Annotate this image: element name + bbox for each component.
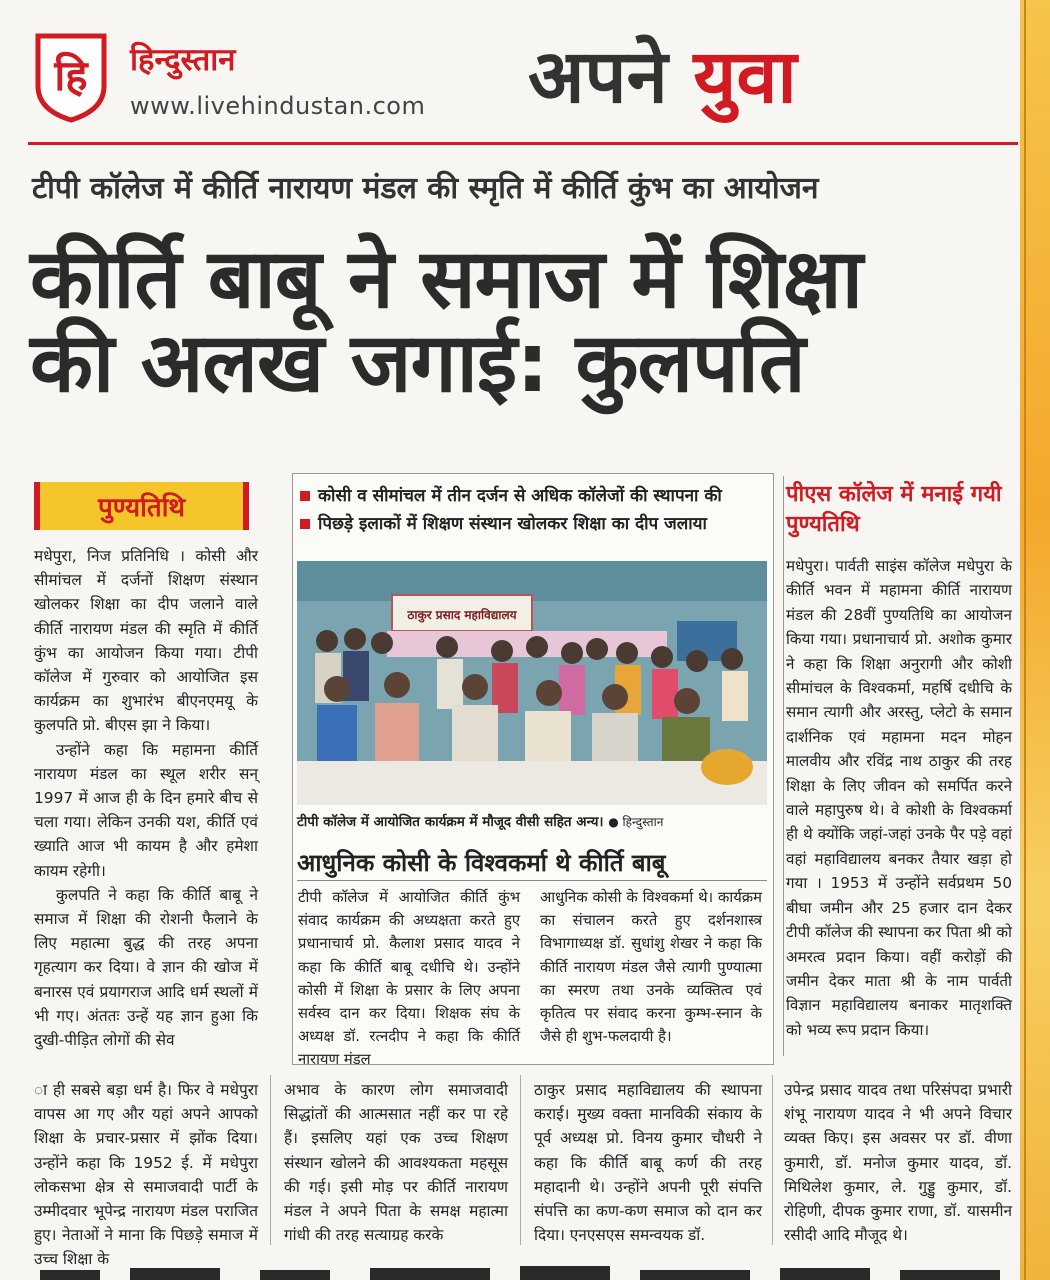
bullet-square-icon: [300, 491, 310, 501]
photo-caption: [297, 812, 663, 830]
highlight-bullet-1: कोसी व सीमांचल में तीन दर्जन से अधिक कॉलेजों की स्थापना की: [300, 483, 722, 506]
logo-glyph: हि: [54, 51, 88, 100]
headline-line-2: की अलख जगाई: कुलपति: [30, 315, 805, 411]
event-photo: [297, 561, 767, 805]
photo-credit: ● हिन्दुस्तान: [608, 815, 664, 829]
sidebar-divider: [783, 476, 784, 1056]
sidebar-body: मधेपुरा। पार्वती साइंस कॉलेज मधेपुरा के कीर्ति भवन में महामना कीर्ति नारायण मंडल की 28वीं पुण्यतिथि का आयोजन किया गया। प्रधानाचार्य प्रो. अशोक कुमार ने कहा कि शिक्षा अनुरागी और कोशी सीमांचल के विश्वकर्मा, महर्षि दधीचि के समान त्यागी और अरस्तु, प्लेटो के समान दार्शनिक एवं महामना मदन मोहन मालवीय और रविंद्र नाथ ठाकुर की तरह शिक्षा के लिए जीवन को समर्पित करने वाले महापुरुष थे। वे कोशी के विश्वकर्मा ही थे क्योंकि जहां-जहां उनके पैर पड़े वहां वहां महाविद्यालय बनकर तैयार खड़ा हो गया । 1953 में उन्होंने सर्वप्रथम 50 बीघा जमीन और 25 हजार दान देकर टीपी कॉलेज की स्थापना कर पिता श्री को अमरत्व प्रदान किया। वहीं करोड़ों की जमीन देकर माता श्री के नाम पार्वती विज्ञान महाविद्यालय बनाकर मातृशक्ति को भव्य रूप प्रदान किया।: [786, 557, 1012, 1039]
box-column-1: टीपी कॉलेज में आयोजित कीर्ति कुंभ संवाद कार्यक्रम की अध्यक्षता करते हुए प्रधानाचार्य प्रो. कैलाश प्रसाद यादव ने कहा कि कीर्ति बाबू दधीचि थे। उन्होंने कोसी में शिक्षा के प्रसार के लिए अपना सर्वस्व दान कर दिया। शिक्षक संघ के अध्यक्ष डॉ. रत्नदीप ने कहा कि कीर्ति नारायण मंडल: [298, 889, 520, 1069]
box-column-2: आधुनिक कोसी के विश्वकर्मा थे। कार्यक्रम का संचालन करते हुए दर्शनशास्त्र विभागाध्यक्ष डॉ. सुधांशु शेखर ने कहा कि कीर्ति नारायण मंडल जैसे त्यागी पुण्यात्मा का स्मरण तथा उनके व्यक्तित्व एवं कृतित्व पर संवाद करना कुम्भ-स्नान के जैसे ही शुभ-फलदायी है।: [540, 889, 762, 1046]
section-title: [528, 34, 797, 120]
bullet-square-icon: [300, 519, 310, 529]
column-rule-2: [520, 1075, 521, 1245]
brand-url: www.livehindustan.com: [130, 92, 426, 120]
col1-paragraph-3: कुलपति ने कहा कि कीर्ति बाबू ने समाज में शिक्षा की रोशनी फैलाने के लिए महात्मा बुद्ध की तरह अपना गृहत्याग कर दिया। वे ज्ञान की खोज में बनारस एवं प्रयागराज आदि धर्म स्थलों में भी गए। अंततः उन्हें यह ज्ञान हुआ कि दुखी-पीड़ित लोगों की सेव: [34, 885, 258, 1050]
body-column-3: ठाकुर प्रसाद महाविद्यालय की स्थापना कराई। मुख्य वक्ता मानविकी संकाय के पूर्व अध्यक्ष प्रो. विनय कुमार चौधरी ने कहा कि कीर्ति बाबू कर्ण की तरह महादानी थे। उन्होंने अपनी पूरी संपत्ति संपत्ति का कण-कण समाज को दान कर दिया। एनएसएस समन्वयक डॉ.: [534, 1081, 762, 1245]
article-kicker: टीपी कॉलेज में कीर्ति नारायण मंडल की स्मृति में कीर्ति कुंभ का आयोजन: [32, 171, 819, 206]
article-headline: [30, 232, 1020, 411]
hindustan-logo: [32, 28, 110, 124]
body-column-1-continued: ा ही सबसे बड़ा धर्म है। फिर वे मधेपुरा वापस आ गए और यहां अपने आपको शिक्षा के प्रचार-प्रसार में झोंक दिया। उन्होंने कहा कि 1952 ई. में मधेपुरा लोकसभा क्षेत्र से समाजवादी पार्टी के उम्मीदवार भूपेन्द्र नारायण मंडल पराजित हुए। नेताओं ने माना कि पिछड़े समाज में उच्च शिक्षा के: [34, 1081, 258, 1269]
column-rule-3: [772, 1075, 773, 1245]
subheading-rule: [297, 880, 767, 881]
brand-name: हिन्दुस्तान: [130, 42, 236, 78]
box-subheading: आधुनिक कोसी के विश्वकर्मा थे कीर्ति बाबू: [297, 849, 666, 877]
highlight-bullet-2: पिछड़े इलाकों में शिक्षण संस्थान खोलकर शिक्षा का दीप जलाया: [300, 511, 707, 534]
banner-text: ठाकुर प्रसाद महाविद्यालय: [407, 608, 517, 622]
next-headline-cutoff: [20, 1262, 1020, 1280]
section-tag: पुण्यतिथि: [34, 482, 249, 530]
headline-line-1: कीर्ति बाबू ने समाज में शिक्षा: [30, 232, 862, 327]
body-column-1: [34, 544, 258, 1052]
section-title-main: अपने: [528, 34, 694, 120]
body-column-4: उपेन्द्र प्रसाद यादव तथा परिसंपदा प्रभारी शंभू नारायण यादव ने भी अपने विचार व्यक्त किए। इस अवसर पर डॉ. वीणा कुमारी, डॉ. मनोज कुमार यादव, डॉ. मिथिलेश कुमार, ले. गुड्डु कुमार, डॉ. रोहिणी, दीपक कुमार राणा, डॉ. यासमीन रसीदी आदि मौजूद थे।: [784, 1081, 1012, 1245]
column-rule-1: [270, 1075, 271, 1245]
col1-paragraph-1: मधेपुरा, निज प्रतिनिधि । कोसी और सीमांचल में दर्जनों शिक्षण संस्थान खोलकर शिक्षा का दीप जलाने वाले कीर्ति नारायण मंडल की स्मृति में कीर्ति कुंभ का आयोजन किया गया। टीपी कॉलेज में गुरुवार को आयोजित इस कार्यक्रम का शुभारंभ बीएनएमयू के कुलपति प्रो. बीएस झा ने किया।: [34, 547, 258, 735]
adjacent-page-edge: [1020, 0, 1050, 1280]
caption-text: टीपी कॉलेज में आयोजित कार्यक्रम में मौजूद वीसी सहित अन्य।: [297, 814, 604, 830]
col1-paragraph-2: उन्होंने कहा कि महामना कीर्ति नारायण मंडल का स्थूल शरीर सन् 1997 में आज ही के दिन हमारे बीच से चला गया। लेकिन उनकी यश, कीर्ति एवं ख्याति आज भी कायम है और हमेशा कायम रहेगी।: [34, 740, 258, 880]
section-title-highlight: युवा: [693, 34, 797, 120]
masthead-divider: [28, 142, 1018, 145]
body-column-2: अभाव के कारण लोग समाजवादी सिद्धांतों की आत्मसात नहीं कर पा रहे हैं। इसलिए यहां एक उच्च शिक्षण संस्थान खोलने की आवश्यकता महसूस की गई। इसी मोड़ पर कीर्ति नारायण मंडल ने अपने पिता के समक्ष महात्मा गांधी की तरह सत्याग्रह करके: [284, 1081, 508, 1245]
sidebar-heading: पीएस कॉलेज में मनाई गयी पुण्यतिथि: [786, 482, 1002, 537]
